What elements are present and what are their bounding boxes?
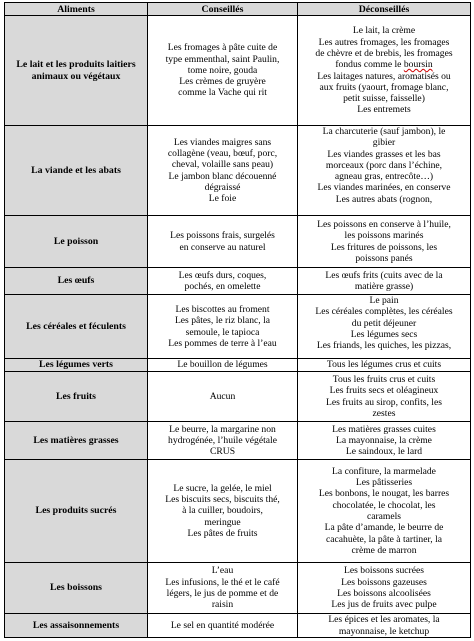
list-item: Les infusions, le thé et le café (165, 576, 280, 588)
list-item: Les pâtisseries (355, 477, 413, 489)
list-item: Les fritures de poissons, les (330, 241, 438, 253)
category-cell: Les œufs (5, 268, 148, 295)
list-item: Les autres fromages, les fromages (318, 36, 450, 48)
list-item: Les bonbons, le nougat, les barres (318, 488, 450, 500)
list-item: petit suisse, faisselle) (343, 93, 425, 105)
list-item: Les céréales complètes, les céréales (315, 306, 453, 318)
recommended-cell (148, 216, 298, 268)
list-item: Les fruits au sirop, confits, les (326, 396, 442, 408)
list-item: tome noire, gouda (187, 64, 258, 76)
category-cell: La viande et les abats (5, 126, 148, 216)
list-item: La confiture, la marmelade (332, 465, 436, 477)
list-item: hydrogénée, l’huile végétale (168, 434, 277, 446)
list-item: collagène (veau, bœuf, porc, (167, 147, 278, 159)
table-row (5, 460, 471, 563)
list-item: Tous les fruits crus et cuits (332, 373, 436, 385)
list-item: Les poissons en conserve à l’huile, (317, 218, 451, 230)
list-item: Les pommes de terre à l’eau (168, 337, 277, 349)
list-item: crème de marron (351, 544, 417, 556)
list-item: dégraissé (204, 181, 241, 193)
table-row (5, 216, 471, 268)
list-item: CRUS (209, 446, 236, 458)
list-item: Les œufs durs, coques, (178, 269, 267, 281)
discouraged-cell (298, 295, 471, 359)
category-cell: Le lait et les produits laitiers animaux ou végétaux (5, 16, 148, 126)
recommended-cell (148, 460, 298, 563)
list-item: agneau gras, entrecôte…) (334, 171, 434, 183)
list-item: Les boissons gazeuses (341, 576, 427, 588)
list-item: Aucun (209, 390, 236, 402)
list-item: du petit déjeuner (351, 317, 417, 329)
recommended-cell (148, 126, 298, 216)
table-row (5, 614, 471, 638)
discouraged-cell (298, 126, 471, 216)
category-cell: Les matières grasses (5, 422, 148, 460)
list-item: La charcuterie (sauf jambon), le (322, 126, 446, 137)
discouraged-cell (298, 216, 471, 268)
category-cell: Les assaisonnements (5, 614, 148, 638)
list-item: Les viandes maigres sans (173, 136, 272, 148)
recommended-cell (148, 422, 298, 460)
list-item: poissons panés (355, 252, 413, 264)
list-item: La pâte d’amande, le beurre de (324, 522, 444, 534)
table-row (5, 372, 471, 422)
list-item: Les pâtes de fruits (187, 527, 258, 539)
category-cell: Les fruits (5, 372, 148, 422)
table-row (5, 422, 471, 460)
list-item: mayonnaise, le ketchup (338, 625, 430, 637)
list-item-text: fondus comme le (335, 59, 402, 71)
list-item: Les pâtes, le riz blanc, la (174, 315, 271, 327)
table-row (5, 295, 471, 359)
header-deconseilles: Déconseillés (298, 3, 471, 16)
list-item: Le lait, la crème (352, 25, 416, 37)
list-item: cacahuète, la pâte à tartiner, la (326, 533, 442, 545)
list-item: meringue (204, 516, 241, 528)
list-item: Les épices et les aromates, la (328, 614, 440, 626)
list-item: Le sel en quantité modérée (170, 619, 275, 631)
list-item: Les œufs frits (cuits avec de la (325, 269, 443, 281)
discouraged-cell (298, 16, 471, 126)
list-item: Les friands, les quiches, les pizzas, (316, 340, 452, 352)
list-item: de chèvre et de brebis, les fromages (315, 47, 453, 59)
category-cell: Les produits sucrés (5, 460, 148, 563)
category-cell: Les céréales et féculents (5, 295, 148, 359)
list-item: comme la Vache qui rit (178, 87, 267, 99)
discouraged-cell (298, 422, 471, 460)
discouraged-cell (298, 614, 471, 638)
list-item: Les jus de fruits avec pulpe (331, 599, 437, 611)
list-item: cheval, volaille sans peau) (171, 159, 274, 171)
list-item: La mayonnaise, la crème (336, 434, 432, 446)
list-item: Les poissons frais, surgelés (170, 230, 275, 242)
list-item: Les fromages à pâte cuite de (167, 42, 278, 54)
list-item: Le bouillon de légumes (177, 359, 268, 371)
list-item: Les fruits secs et oléagineux (329, 385, 439, 397)
list-item: Les boissons alcoolisées (337, 588, 431, 599)
list-item (300, 59, 468, 70)
spellcheck-word: boursin (403, 59, 433, 71)
discouraged-cell (298, 563, 471, 614)
list-item: L’eau (211, 565, 234, 577)
category-cell: Les boissons (5, 563, 148, 614)
recommended-cell (148, 16, 298, 126)
list-item: Tous les légumes crus et cuits (326, 359, 442, 371)
header-aliments: Aliments (5, 3, 148, 16)
recommended-cell (148, 295, 298, 359)
category-cell: Les légumes verts (5, 359, 148, 372)
list-item: Les viandes marinées, en conserve (317, 182, 451, 194)
header-conseilles: Conseillés (148, 3, 298, 16)
list-item: les poissons marinés (344, 230, 424, 242)
list-item: Les autres abats (rognon, (335, 193, 433, 205)
list-item: Le foie (208, 193, 237, 205)
list-item: Les biscuits secs, biscuits thé, (165, 494, 280, 506)
list-item: Les laitages natures, aromatisés ou (317, 70, 451, 82)
list-item: Le pain (369, 295, 399, 306)
discouraged-cell (298, 372, 471, 422)
list-item: Le beurre, la margarine non (169, 423, 276, 435)
table-row (5, 268, 471, 295)
list-item: Le sucre, la gelée, le miel (173, 482, 272, 494)
list-item: matière grasse) (354, 281, 414, 292)
list-item: en conserve au naturel (179, 241, 266, 253)
list-item: Les légumes secs (350, 328, 418, 340)
table-row (5, 126, 471, 216)
recommended-cell (148, 372, 298, 422)
discouraged-cell (298, 268, 471, 295)
list-item: semoule, le tapioca (185, 326, 260, 338)
table-row (5, 359, 471, 372)
list-item: zestes (372, 407, 396, 419)
list-item: raisin (211, 599, 234, 611)
list-item: type emmenthal, saint Paulin, (165, 53, 280, 65)
list-item: légers, le jus de pomme et de (166, 588, 279, 599)
list-item: à la cuiller, boudoirs, (182, 505, 263, 517)
table-row (5, 563, 471, 614)
table-row (5, 16, 471, 126)
recommended-cell (148, 359, 298, 372)
list-item: pochés, en omelette (184, 281, 261, 292)
diet-table (4, 2, 471, 638)
list-item: Le saindoux, le lard (345, 446, 423, 458)
list-item: caramels (366, 511, 402, 522)
category-cell: Le poisson (5, 216, 148, 268)
recommended-cell (148, 563, 298, 614)
list-item: morceaux (porc dans l’échine, (325, 159, 443, 171)
header-row (5, 3, 471, 16)
list-item: Les boissons sucrées (344, 565, 424, 577)
list-item: Les matières grasses cuites (332, 423, 436, 435)
list-item: Les viandes grasses et les bas (327, 148, 441, 160)
discouraged-cell (298, 359, 471, 372)
recommended-cell (148, 614, 298, 638)
list-item: gibier (372, 137, 396, 149)
list-item: Le jambon blanc découenné (168, 170, 277, 182)
discouraged-cell (298, 460, 471, 563)
list-item: Les biscottes au froment (175, 303, 270, 315)
list-item: Les crèmes de gruyère (179, 76, 266, 88)
list-item: aux fruits (yaourt, fromage blanc, (319, 81, 449, 93)
list-item: Les entremets (357, 104, 411, 116)
list-item: chocolatée, le chocolat, les (332, 499, 436, 511)
recommended-cell (148, 268, 298, 295)
